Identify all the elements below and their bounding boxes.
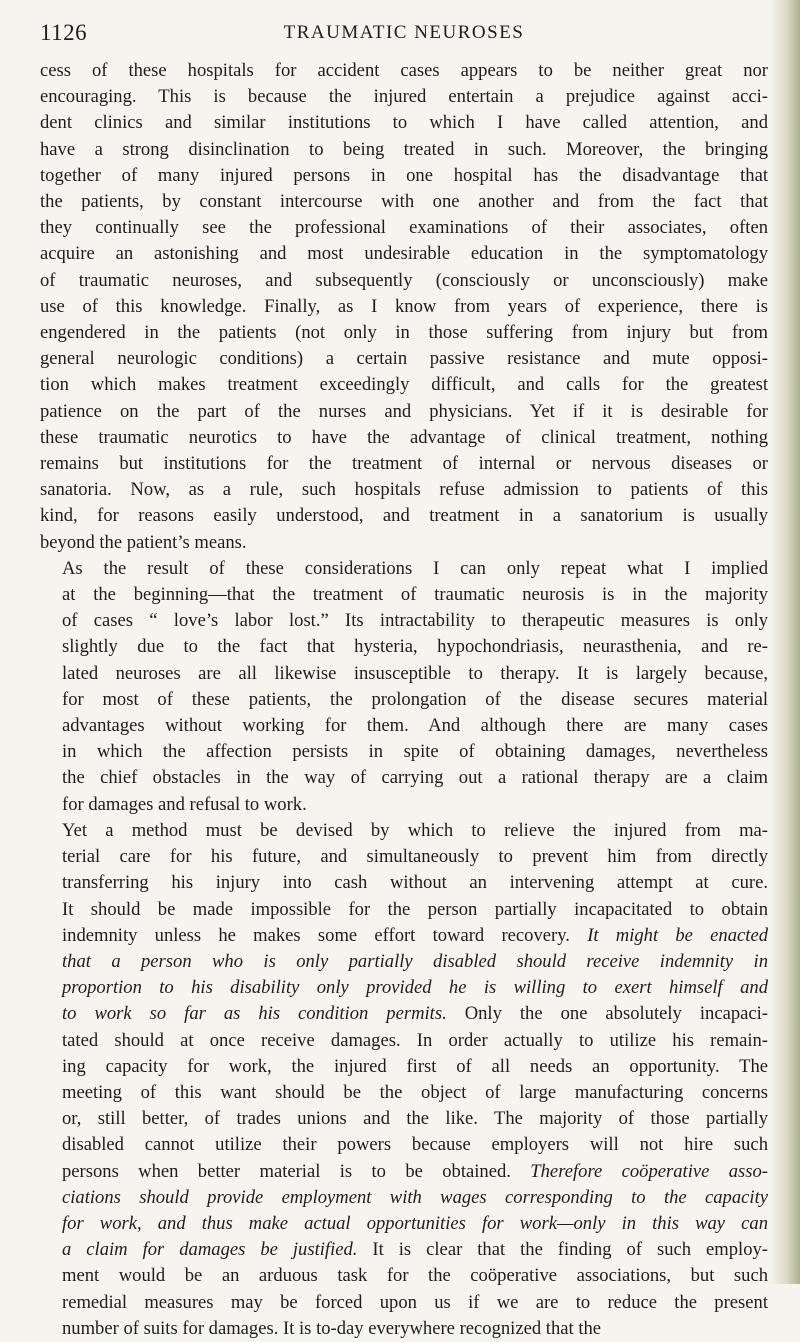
text-line: proportion to his disability only provided he is willing to exert himself and (62, 977, 768, 999)
text-line: remains but institutions for the treatment of internal or nervous diseases or (40, 453, 768, 475)
text-line: transferring his injury into cash without an intervening attempt at cure. (62, 872, 768, 894)
text-line: beyond the patient’s means. (40, 531, 247, 553)
text-line: terial care for his future, and simultaneously to prevent him from directly (62, 846, 768, 868)
text-line: have a strong disinclination to being treated in such. Moreover, the bringing (40, 138, 768, 160)
text-line: general neurologic conditions) a certain passive resistance and mute opposi- (40, 348, 768, 370)
text-line: tion which makes treatment exceedingly difficult, and calls for the greatest (40, 374, 768, 396)
text-line: or, still better, of trades unions and the like. The majority of those partially (62, 1108, 768, 1130)
text-line: use of this knowledge. Finally, as I know from years of experience, there is (40, 295, 768, 317)
text-line: disabled cannot utilize their powers because employers will not hire such (62, 1134, 768, 1156)
text-line: number of suits for damages. It is to-day everywhere recognized that the (62, 1317, 602, 1339)
text-line: of cases “ love’s labor lost.” Its intractability to therapeutic measures is only (62, 610, 768, 632)
text-line: remedial measures may be forced upon us if we are to reduce the present (62, 1291, 768, 1313)
running-title: TRAUMATIC NEUROSES (283, 22, 525, 43)
text-line: that a person who is only partially disabled should receive indemnity in (62, 950, 768, 972)
text-line: ciations should provide employment with wages corresponding to the capacity (62, 1186, 768, 1208)
text-line: in which the affection persists in spite of obtaining damages, nevertheless (62, 741, 768, 763)
text-line: dent clinics and similar institutions to which I have called attention, and (40, 112, 768, 134)
text-line: for most of these patients, the prolongation of the disease secures material (62, 688, 768, 710)
text-line: for work, and thus make actual opportunities for work—only in this way can (62, 1212, 768, 1234)
text-line: sanatoria. Now, as a rule, such hospitals refuse admission to patients of this (40, 479, 768, 501)
text-line: together of many injured persons in one hospital has the disadvantage that (40, 164, 768, 186)
text-line: engendered in the patients (not only in those suffering from injury but from (40, 322, 768, 344)
text-line: encouraging. This is because the injured entertain a prejudice against acci- (40, 86, 768, 108)
paragraph (40, 58, 768, 556)
text-line: As the result of these considerations I can only repeat what I implied (62, 557, 768, 579)
text-line: of traumatic neuroses, and subsequently (consciously or unconsciously) make (40, 269, 768, 291)
body-text (40, 58, 768, 1342)
page-edge-shadow (770, 0, 800, 1284)
text-line: lated neuroses are all likewise insusceptible to therapy. It is largely because, (62, 662, 768, 684)
text-line: meeting of this want should be the object of large manufacturing concerns (62, 1081, 768, 1103)
text-line: advantages without working for them. And although there are many cases (62, 715, 768, 737)
text-line: the chief obstacles in the way of carrying out a rational therapy are a claim (62, 767, 768, 789)
text-line: to work so far as his condition permits. Only the one absolutely incapaci- (62, 1003, 768, 1025)
text-line: the patients, by constant intercourse with one another and from the fact that (40, 191, 768, 213)
text-line: they continually see the professional examinations of their associates, often (40, 217, 768, 239)
text-line: a claim for damages be justified. It is clear that the finding of such employ- (62, 1239, 768, 1261)
text-line: ment would be an arduous task for the coöperative associations, but such (62, 1265, 768, 1287)
page-number: 1126 (40, 20, 88, 45)
text-line: tated should at once receive damages. In order actually to utilize his remain- (62, 1029, 768, 1051)
text-line: It should be made impossible for the person partially incapacitated to obtain (62, 898, 768, 920)
text-line: slightly due to the fact that hysteria, hypochondriasis, neurasthenia, and re- (62, 636, 768, 658)
text-line: for damages and refusal to work. (62, 793, 307, 815)
text-line: cess of these hospitals for accident cases appears to be neither great nor (40, 60, 768, 81)
text-line: at the beginning—that the treatment of traumatic neurosis is in the majority (62, 584, 768, 606)
text-line: persons when better material is to be obtained. Therefore coöperative asso- (62, 1160, 768, 1182)
text-line: kind, for reasons easily understood, and treatment in a sanatorium is usually (40, 505, 768, 527)
paragraph (40, 818, 768, 1342)
text-line: ing capacity for work, the injured first of all needs an opportunity. The (62, 1055, 768, 1077)
text-line: Yet a method must be devised by which to relieve the injured from ma- (62, 819, 768, 841)
page-header (40, 20, 768, 50)
paragraph (40, 556, 768, 818)
text-line: patience on the part of the nurses and physicians. Yet if it is desirable for (40, 400, 768, 422)
text-line: indemnity unless he makes some effort toward recovery. It might be enacted (62, 924, 768, 946)
text-line: acquire an astonishing and most undesirable education in the symptomatology (40, 243, 768, 265)
text-line: these traumatic neurotics to have the advantage of clinical treatment, nothing (40, 426, 768, 448)
